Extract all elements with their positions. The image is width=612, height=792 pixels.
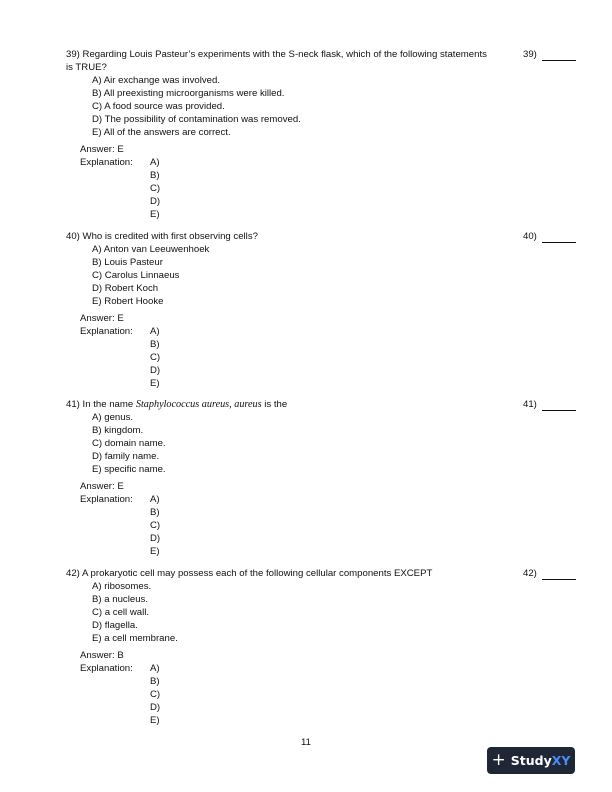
- option-b: B) kingdom.: [92, 425, 144, 436]
- explanation-letter: D): [150, 702, 161, 713]
- explanation-letter: C): [150, 352, 161, 363]
- studyxy-badge[interactable]: [487, 747, 575, 774]
- brand-main: Study: [510, 753, 552, 768]
- explanation-letter: D): [150, 533, 161, 544]
- option-b: B) Louis Pasteur: [92, 257, 163, 268]
- answer-blank-number: 40): [523, 231, 537, 242]
- explanation: [80, 325, 586, 390]
- question-stem: [66, 230, 586, 243]
- explanation-letter: B): [150, 676, 160, 687]
- explanation-label: Explanation:: [80, 494, 133, 505]
- explanation-letter: E): [150, 378, 160, 389]
- option-a: A) Anton van Leeuwenhoek: [92, 244, 210, 255]
- answer-blank-line: [542, 231, 576, 243]
- explanation: [80, 662, 586, 727]
- options-list: [92, 411, 586, 476]
- option-a: A) genus.: [92, 412, 134, 423]
- option-e: E) a cell membrane.: [92, 633, 178, 644]
- explanation-letter: B): [150, 170, 160, 181]
- answer-block: [80, 649, 586, 727]
- answer-blank-line: [542, 568, 576, 580]
- explanation: [80, 156, 586, 221]
- option-c: C) a cell wall.: [92, 607, 150, 618]
- option-b: B) a nucleus.: [92, 594, 148, 605]
- answer-line: Answer: E: [80, 144, 124, 155]
- answer-block: [80, 312, 586, 390]
- explanation-letter: A): [150, 494, 160, 505]
- option-d: D) Robert Koch: [92, 283, 159, 294]
- brand-accent: XY: [551, 753, 571, 768]
- question-41: [66, 398, 586, 558]
- answer-block: [80, 143, 586, 221]
- explanation-letters: [150, 662, 160, 727]
- option-c: C) domain name.: [92, 438, 166, 449]
- question-42: [66, 567, 586, 727]
- option-c: C) A food source was provided.: [92, 101, 225, 112]
- explanation-letter: B): [150, 507, 160, 518]
- question-text: 42) A prokaryotic cell may possess each of the following cellular components EXCEPT: [66, 568, 433, 579]
- answer-line: Answer: E: [80, 481, 124, 492]
- option-b: B) All preexisting microorganisms were killed.: [92, 88, 285, 99]
- options-list: [92, 580, 586, 645]
- explanation-letter: E): [150, 209, 160, 220]
- explanation-letters: [150, 156, 160, 221]
- answer-blank[interactable]: [523, 567, 585, 580]
- explanation-label: Explanation:: [80, 663, 133, 674]
- explanation: [80, 493, 586, 558]
- question-text-start: 41) In the name: [66, 399, 136, 410]
- explanation-letters: [150, 325, 160, 390]
- answer-blank[interactable]: [523, 230, 585, 243]
- species-name: Staphylococcus aureus, aureus: [135, 399, 262, 410]
- explanation-letter: C): [150, 520, 161, 531]
- explanation-letter: D): [150, 365, 161, 376]
- answer-blank-number: 41): [523, 399, 537, 410]
- option-a: A) ribosomes.: [92, 581, 152, 592]
- option-a: A) Air exchange was involved.: [92, 75, 220, 86]
- brand-name: [511, 754, 571, 767]
- option-d: D) flagella.: [92, 620, 138, 631]
- answer-blank[interactable]: [523, 48, 585, 61]
- explanation-letter: D): [150, 196, 161, 207]
- option-d: D) The possibility of contamination was removed.: [92, 114, 301, 125]
- option-c: C) Carolus Linnaeus: [92, 270, 180, 281]
- page-number: 11: [301, 737, 311, 748]
- answer-line: Answer: B: [80, 650, 124, 661]
- option-e: E) Robert Hooke: [92, 296, 164, 307]
- answer-blank-line: [542, 49, 576, 61]
- question-text: [66, 398, 494, 411]
- plus-icon: +: [491, 750, 506, 770]
- question-39: [66, 48, 586, 221]
- question-text: 39) Regarding Louis Pasteur’s experiments with the S-neck flask, which of the following statements is TRUE?: [66, 49, 487, 73]
- option-d: D) family name.: [92, 451, 160, 462]
- answer-line: Answer: E: [80, 313, 124, 324]
- question-text-end: is the: [261, 399, 288, 410]
- explanation-letter: A): [150, 663, 160, 674]
- explanation-letter: A): [150, 157, 160, 168]
- question-40: [66, 230, 586, 390]
- question-stem: [66, 567, 586, 580]
- answer-blank-number: 39): [523, 49, 537, 60]
- option-e: E) All of the answers are correct.: [92, 127, 231, 138]
- explanation-letter: A): [150, 326, 160, 337]
- explanation-letter: B): [150, 339, 160, 350]
- option-e: E) specific name.: [92, 464, 166, 475]
- question-stem: [66, 398, 586, 411]
- options-list: [92, 74, 586, 139]
- question-text: 40) Who is credited with first observing cells?: [66, 231, 258, 242]
- question-stem: [66, 48, 586, 74]
- answer-block: [80, 480, 586, 558]
- explanation-letter: E): [150, 546, 160, 557]
- explanation-letters: [150, 493, 160, 558]
- answer-blank-line: [542, 399, 576, 411]
- explanation-letter: C): [150, 183, 161, 194]
- explanation-label: Explanation:: [80, 157, 133, 168]
- answer-blank-number: 42): [523, 568, 537, 579]
- explanation-letter: E): [150, 715, 160, 726]
- options-list: [92, 243, 586, 308]
- explanation-letter: C): [150, 689, 161, 700]
- explanation-label: Explanation:: [80, 326, 133, 337]
- answer-blank[interactable]: [523, 398, 585, 411]
